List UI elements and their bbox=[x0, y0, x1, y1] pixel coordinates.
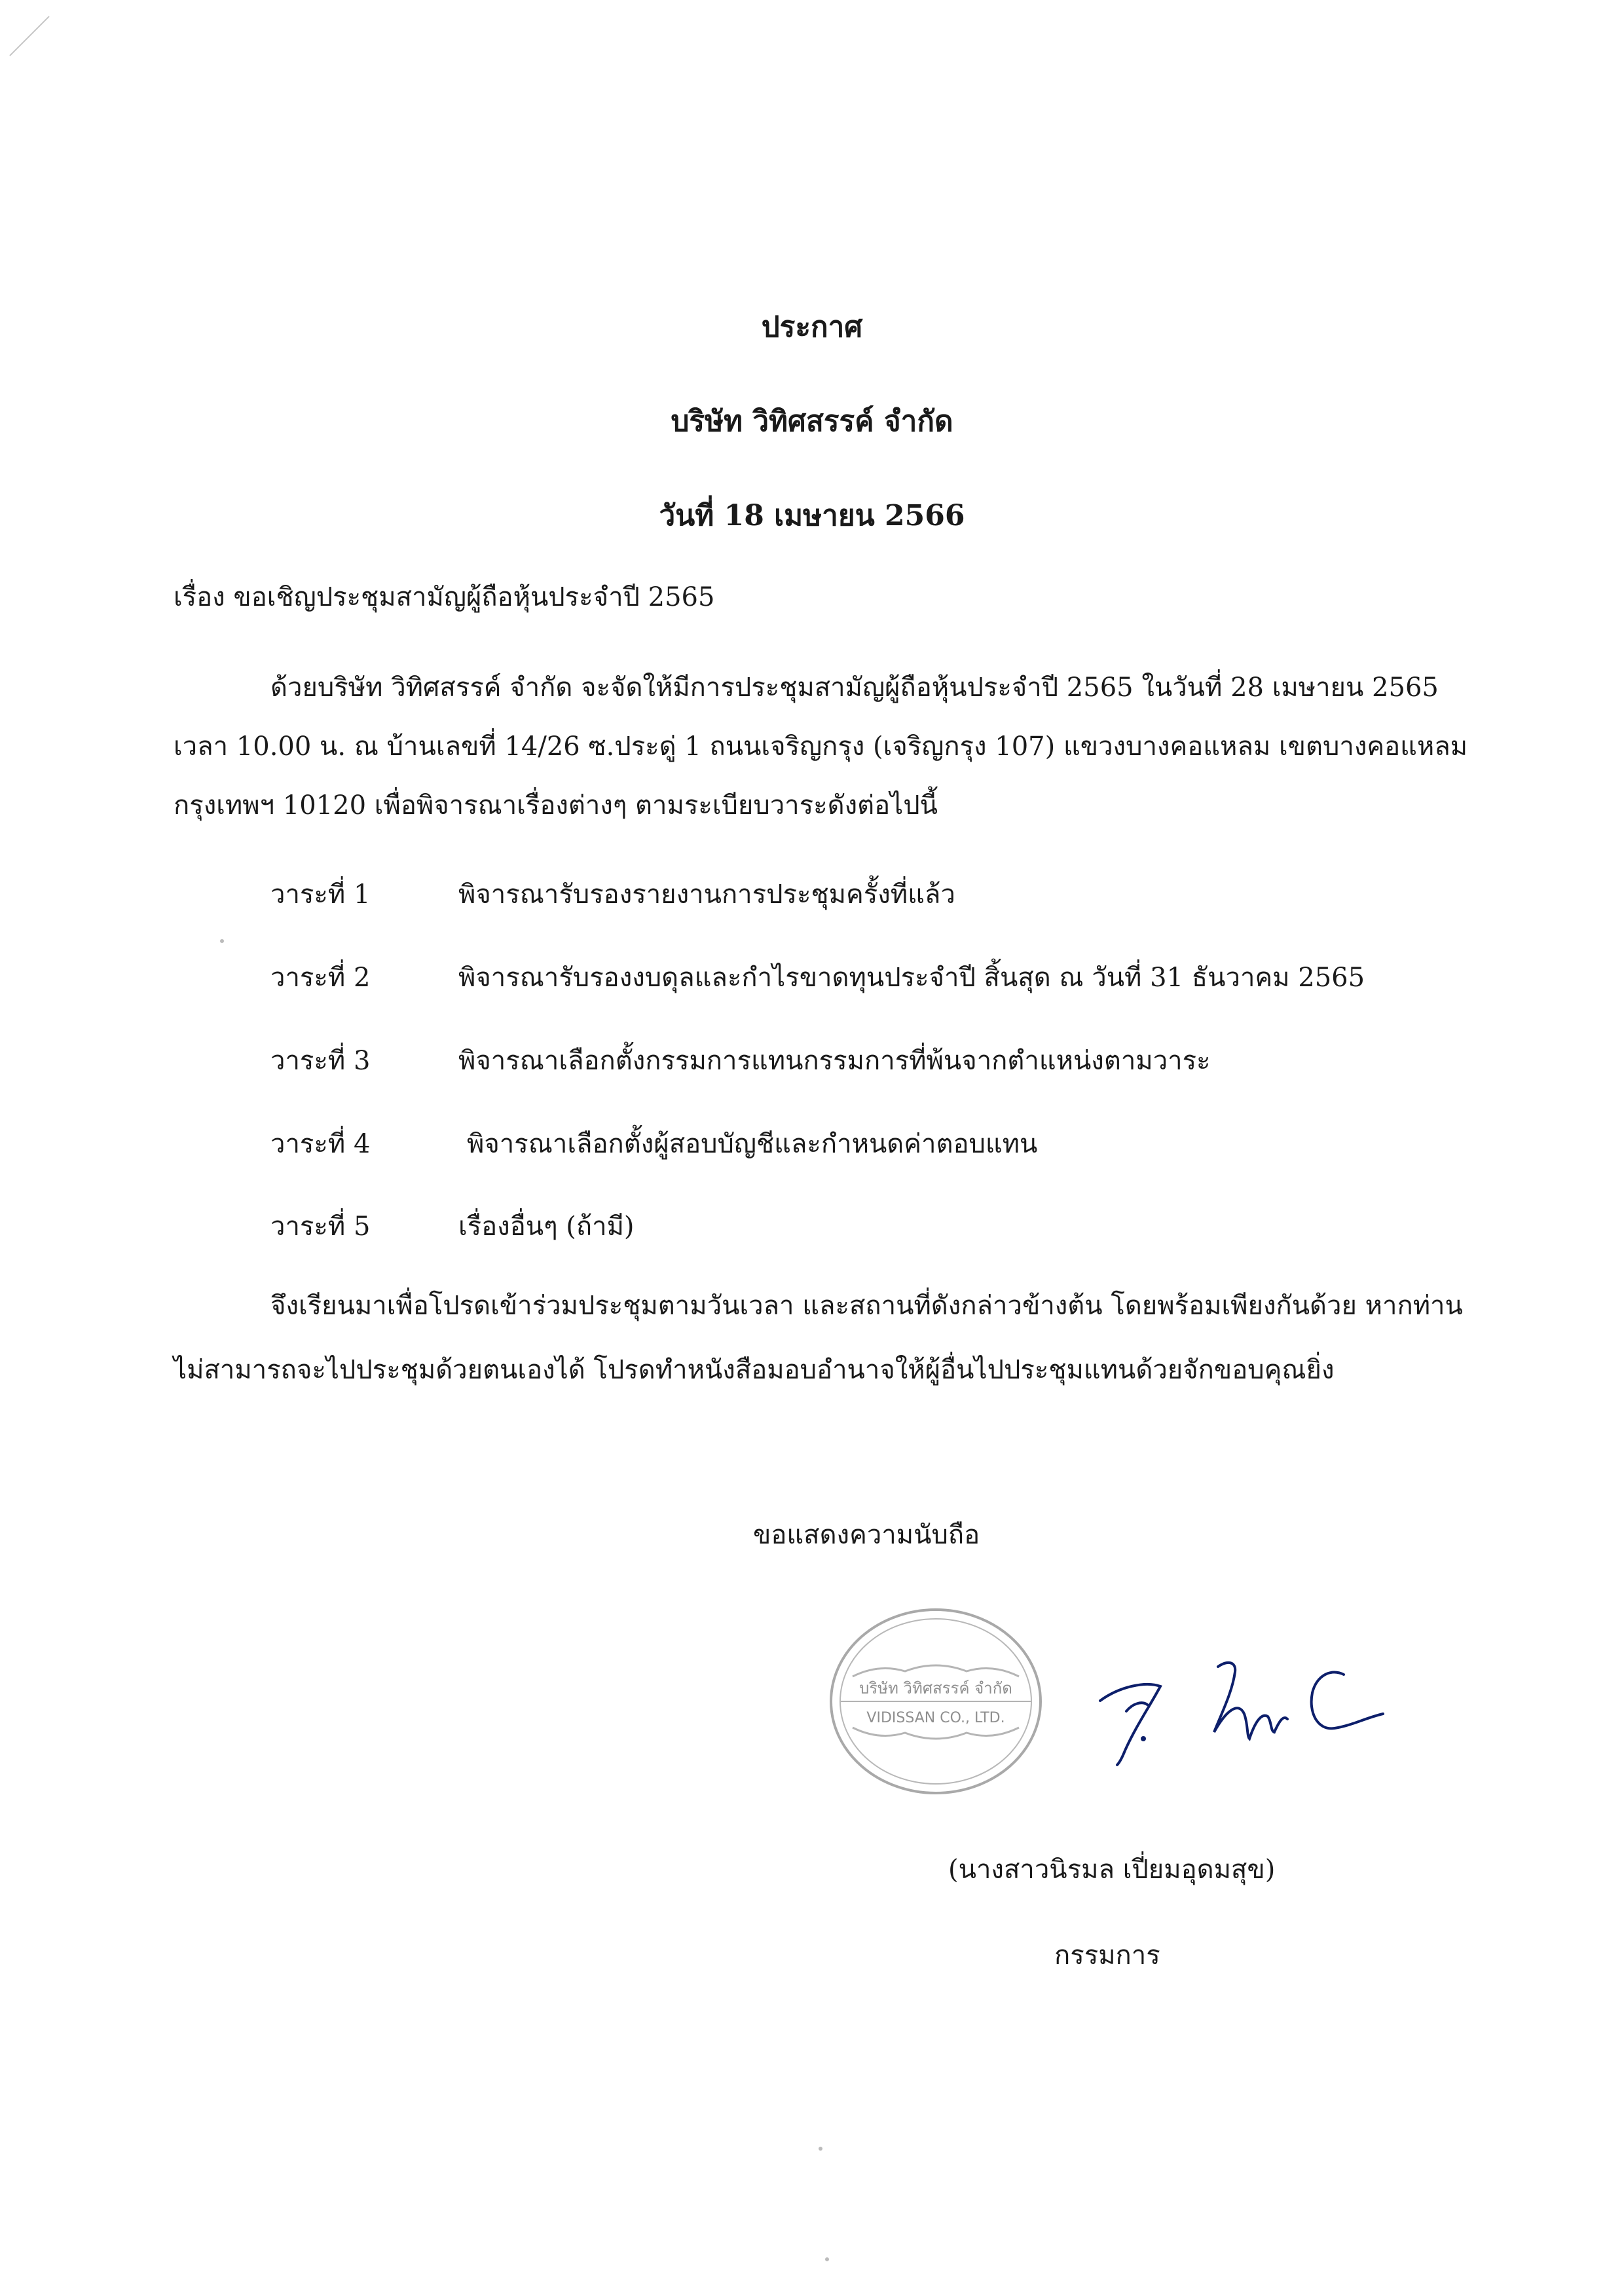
announcement-title: ประกาศ bbox=[761, 310, 863, 344]
svg-text:VIDISSAN CO., LTD.: VIDISSAN CO., LTD. bbox=[866, 1710, 1005, 1726]
agenda-text: เรื่องอื่นๆ (ถ้ามี) bbox=[458, 1212, 635, 1242]
scan-speck bbox=[220, 939, 224, 943]
announcement-date: วันที่ 18 เมษายน 2566 bbox=[659, 499, 965, 532]
company-stamp bbox=[826, 1604, 1045, 1798]
svg-text:บริษัท วิทิศสรรค์ จำกัด: บริษัท วิทิศสรรค์ จำกัด bbox=[859, 1679, 1012, 1697]
closing-line-2: ไม่สามารถจะไปประชุมด้วยตนเองได้ โปรดทำหนังสือมอบอำนาจให้ผู้อื่นไปประชุมแทนด้วยจักขอบคุณยิ่ง bbox=[174, 1355, 1335, 1385]
agenda-text: พิจารณาเลือกตั้งกรรมการแทนกรรมการที่พ้นจากตำแหน่งตามวาระ bbox=[458, 1046, 1211, 1076]
agenda-text: พิจารณารับรองรายงานการประชุมครั้งที่แล้ว bbox=[458, 880, 955, 910]
salutation: ขอแสดงความนับถือ bbox=[753, 1520, 980, 1550]
company-name: บริษัท วิทิศสรรค์ จำกัด bbox=[671, 405, 953, 438]
subject-line: เรื่อง ขอเชิญประชุมสามัญผู้ถือหุ้นประจำปี 2565 bbox=[174, 582, 715, 612]
agenda-text: พิจารณาเลือกตั้งผู้สอบบัญชีและกำหนดค่าตอบแทน bbox=[467, 1129, 1038, 1159]
scan-speck bbox=[819, 2147, 822, 2151]
intro-line-1: ด้วยบริษัท วิทิศสรรค์ จำกัด จะจัดให้มีการประชุมสามัญผู้ถือหุ้นประจำปี 2565 ในวันที่ 28 เมษายน 2565 bbox=[270, 673, 1439, 703]
agenda-number: วาระที่ 5 bbox=[270, 1212, 371, 1242]
signer-name: (นางสาวนิรมล เปี่ยมอุดมสุข) bbox=[948, 1855, 1276, 1885]
scan-speck bbox=[825, 2257, 829, 2261]
intro-line-3: กรุงเทพฯ 10120 เพื่อพิจารณาเรื่องต่างๆ ตามระเบียบวาระดังต่อไปนี้ bbox=[174, 790, 938, 821]
signer-position: กรรมการ bbox=[1054, 1940, 1160, 1971]
intro-line-2: เวลา 10.00 น. ณ บ้านเลขที่ 14/26 ซ.ประดู่ 1 ถนนเจริญกรุง (เจริญกรุง 107) แขวงบางคอแหลม เขตบางคอแหลม bbox=[174, 731, 1468, 762]
signature bbox=[1087, 1640, 1388, 1771]
agenda-text: พิจารณารับรองงบดุลและกำไรขาดทุนประจำปี สิ้นสุด ณ วันที่ 31 ธันวาคม 2565 bbox=[458, 963, 1365, 993]
agenda-number: วาระที่ 1 bbox=[270, 880, 371, 910]
agenda-number: วาระที่ 3 bbox=[270, 1046, 371, 1076]
agenda-number: วาระที่ 2 bbox=[270, 963, 371, 993]
closing-line-1: จึงเรียนมาเพื่อโปรดเข้าร่วมประชุมตามวันเวลา และสถานที่ดังกล่าวข้างต้น โดยพร้อมเพียงกันด้วย หากท่าน bbox=[270, 1291, 1463, 1321]
agenda-number: วาระที่ 4 bbox=[270, 1129, 371, 1159]
scan-scratch-mark bbox=[7, 13, 52, 59]
